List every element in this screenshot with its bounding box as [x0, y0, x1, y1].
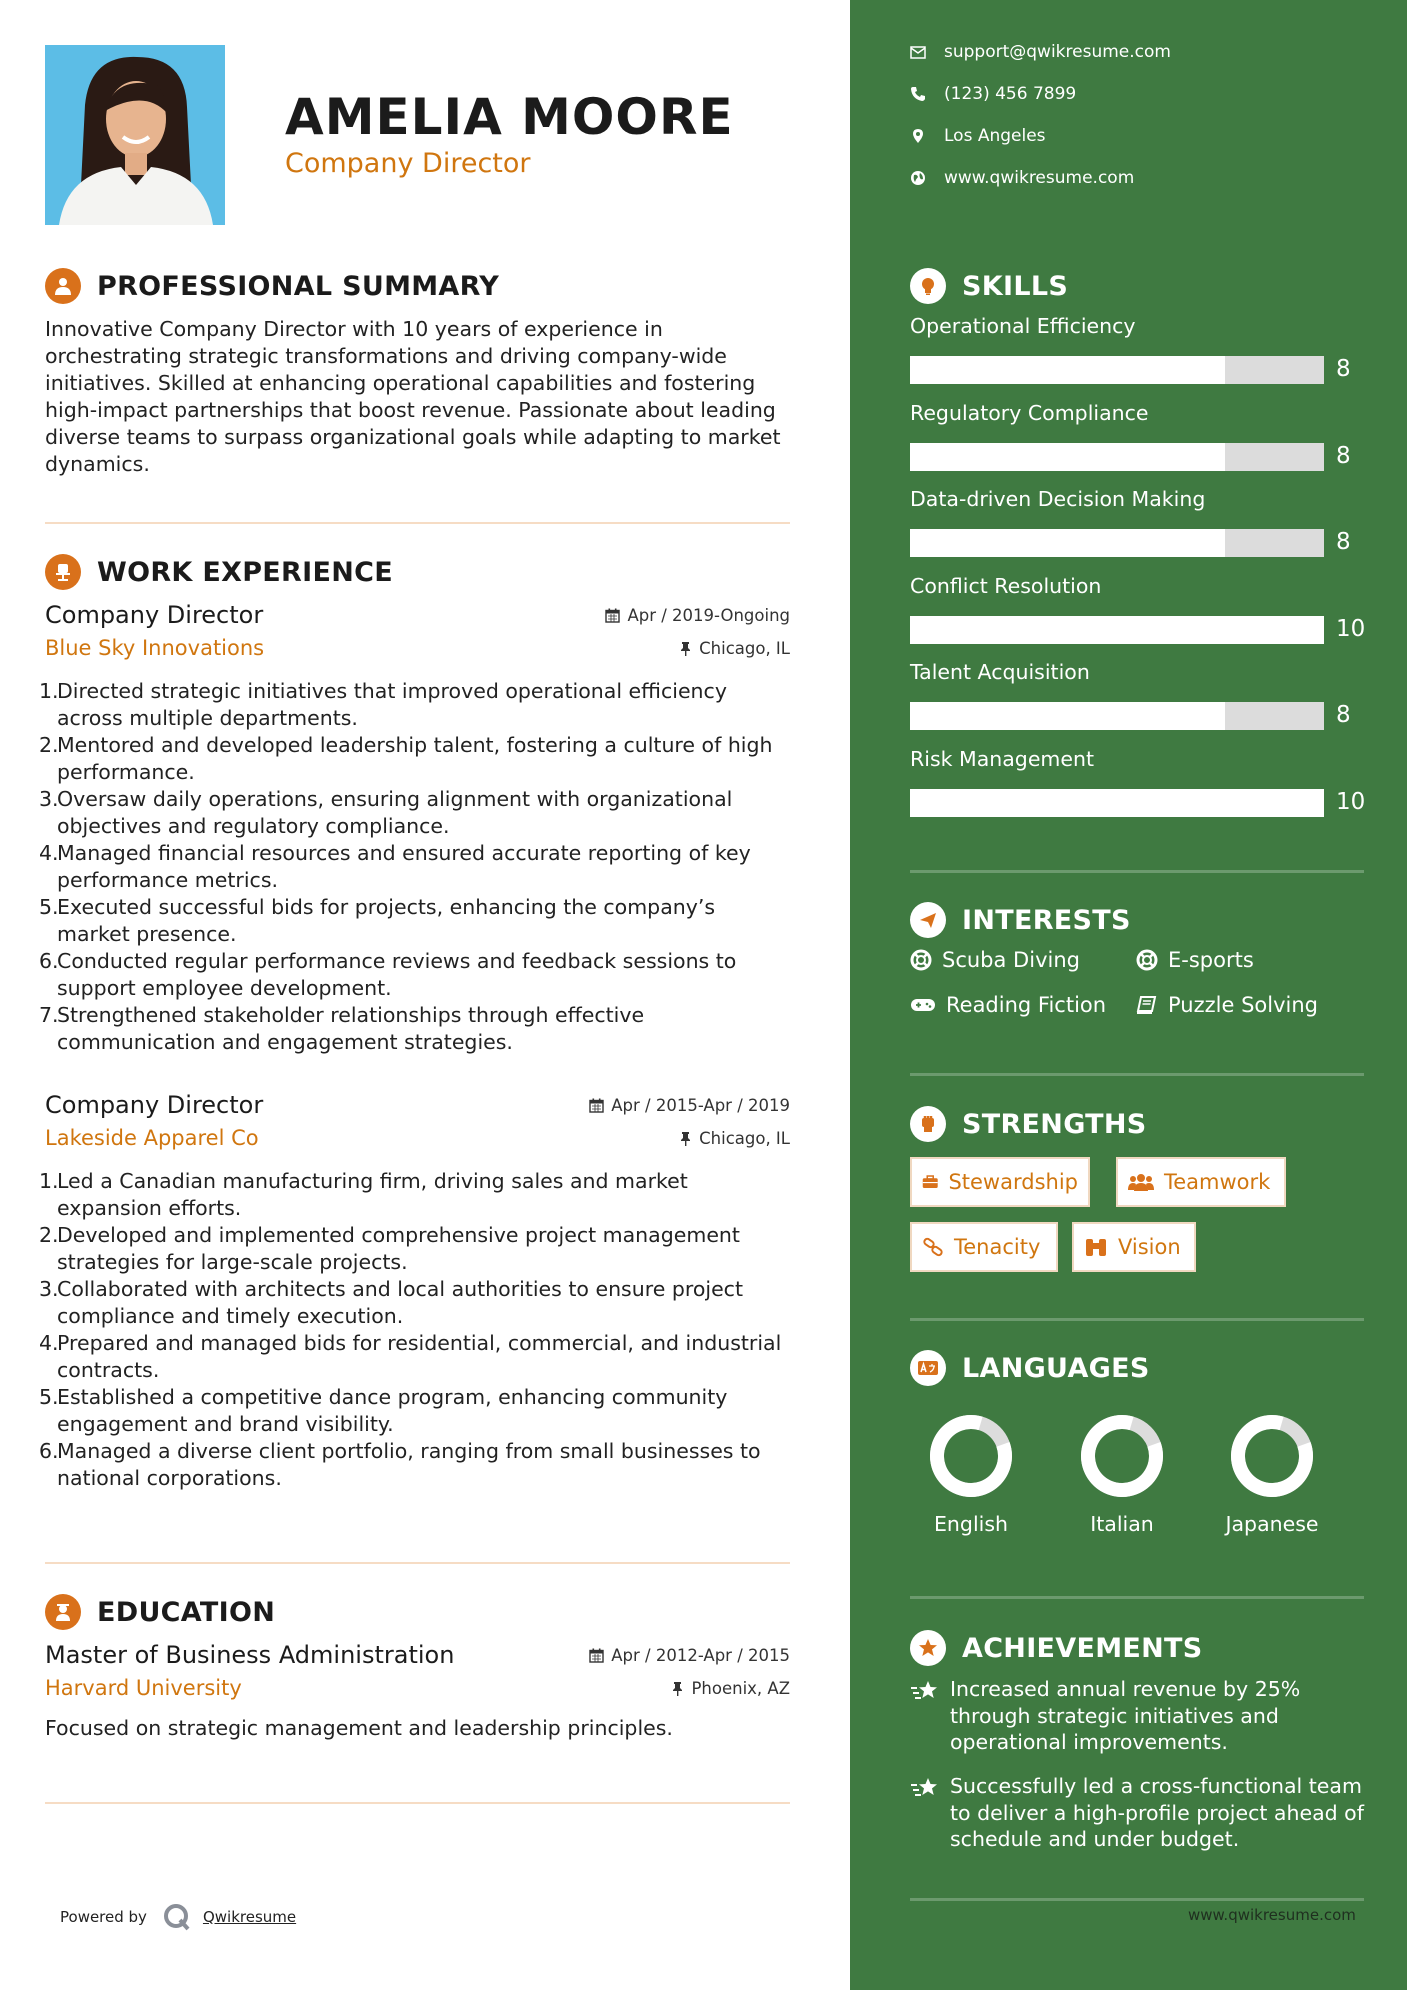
paper-plane-icon — [910, 902, 946, 938]
list-item: 4. Prepared and managed bids for residential, commercial, and industrial contracts. — [39, 1331, 782, 1382]
contact-phone[interactable]: (123) 456 7899 — [910, 84, 1076, 104]
contact-location: Los Angeles — [910, 126, 1046, 146]
skill-item — [910, 400, 1370, 469]
skills-heading: SKILLS — [910, 268, 1068, 304]
job-title: Company Director — [45, 601, 264, 629]
life-ring-icon — [910, 949, 932, 971]
skill-bar-fill — [910, 443, 1225, 471]
binoculars-icon — [1084, 1237, 1108, 1257]
book-icon — [1136, 995, 1158, 1015]
candidate-title: Company Director — [285, 148, 531, 179]
skill-name: Talent Acquisition — [910, 660, 1090, 684]
list-item: 3. Oversaw daily operations, ensuring alignment with organizational objectives and regulatory compliance. — [39, 787, 733, 838]
section-divider — [45, 1802, 790, 1804]
school: Harvard University — [45, 1676, 242, 1700]
language-icon — [910, 1350, 946, 1386]
skill-bar-fill — [910, 702, 1225, 730]
skill-value: 8 — [1336, 442, 1351, 469]
interest-item: E-sports — [1136, 948, 1254, 972]
skill-bar — [910, 616, 1324, 644]
job-company: Lakeside Apparel Co — [45, 1126, 259, 1150]
profile-photo — [45, 45, 225, 225]
skill-name: Risk Management — [910, 746, 1095, 771]
envelope-icon — [910, 46, 926, 59]
donut-fill — [1230, 1414, 1314, 1498]
skill-value: 10 — [1336, 788, 1366, 815]
donut-fill — [1080, 1414, 1164, 1498]
skill-item — [910, 660, 1370, 728]
languages-heading: LANGUAGES — [910, 1350, 1150, 1386]
education-description: Focused on strategic management and leadership principles. — [45, 1716, 673, 1740]
skill-bar — [910, 529, 1324, 557]
pin-icon — [679, 1131, 692, 1146]
list-item: 5. Established a competitive dance program, enhancing community engagement and brand visibility. — [39, 1385, 728, 1436]
briefcase-icon — [922, 1173, 938, 1191]
skill-value: 8 — [1336, 702, 1351, 728]
skill-name: Regulatory Compliance — [910, 400, 1149, 425]
section-divider — [910, 1596, 1364, 1599]
skill-item — [910, 746, 1370, 815]
gamepad-icon — [910, 996, 936, 1014]
language-name: Italian — [1090, 1512, 1154, 1536]
pin-icon — [679, 641, 692, 656]
lightbulb-icon — [910, 268, 946, 304]
job-location: Chicago, IL — [679, 639, 790, 658]
list-item: 1. Directed strategic initiatives that improved operational efficiency across multiple departments. — [39, 679, 727, 730]
language-level-donut — [929, 1414, 1013, 1498]
contact-website[interactable]: www.qwikresume.com — [910, 168, 1134, 188]
language-level-donut — [1080, 1414, 1164, 1498]
candidate-name: AMELIA MOORE — [285, 88, 734, 146]
job-responsibilities — [39, 1168, 790, 1492]
achievements-heading: ACHIEVEMENTS — [910, 1630, 1203, 1666]
contact-email[interactable]: support@qwikresume.com — [910, 42, 1171, 62]
achievement-item: Increased annual revenue by 25% through strategic initiatives and operational improvements. — [910, 1676, 1370, 1756]
qwikresume-logo-icon — [161, 1902, 195, 1932]
skill-value: 10 — [1336, 615, 1366, 642]
fist-icon — [910, 1106, 946, 1142]
section-divider — [910, 1318, 1364, 1321]
life-ring-icon — [1136, 949, 1158, 971]
job-entry — [39, 600, 790, 1056]
list-item: 2. Developed and implemented comprehensive project management strategies for large-scale projects. — [39, 1223, 740, 1274]
interest-item: Puzzle Solving — [1136, 993, 1318, 1017]
skill-item — [910, 487, 1370, 555]
shooting-star-icon — [910, 1775, 940, 1801]
skill-item — [910, 573, 1370, 642]
skill-bar — [910, 356, 1324, 384]
briefcase-chair-icon — [45, 554, 81, 590]
list-item: 4. Managed financial resources and ensured accurate reporting of key performance metrics. — [39, 841, 751, 892]
phone-icon — [910, 86, 926, 102]
language-name: Japanese — [1225, 1512, 1319, 1536]
list-item: 1. Led a Canadian manufacturing firm, driving sales and market expansion efforts. — [39, 1169, 688, 1220]
calendar-icon — [589, 1648, 604, 1663]
section-divider — [910, 870, 1364, 873]
skill-bar-fill — [910, 616, 1324, 644]
user-icon — [45, 268, 81, 304]
map-marker-icon — [910, 128, 926, 144]
job-date: Apr / 2015-Apr / 2019 — [589, 1096, 790, 1115]
interest-item: Scuba Diving — [910, 948, 1080, 972]
job-date: Apr / 2019-Ongoing — [605, 606, 790, 625]
list-item: 6. Managed a diverse client portfolio, ranging from small businesses to national corporations. — [39, 1439, 761, 1490]
skill-bar — [910, 443, 1324, 471]
language-item — [906, 1414, 1036, 1536]
strength-tag: Stewardship — [910, 1157, 1090, 1207]
skill-name: Operational Efficiency — [910, 314, 1136, 338]
pin-icon — [671, 1681, 684, 1696]
skill-bar — [910, 702, 1324, 730]
job-entry — [39, 1090, 790, 1492]
education-entry — [45, 1640, 790, 1740]
section-divider — [910, 1898, 1364, 1901]
skill-item — [910, 314, 1370, 382]
list-item: 6. Conducted regular performance reviews and feedback sessions to support employee development. — [39, 949, 737, 1000]
strength-tag: Tenacity — [910, 1222, 1058, 1272]
donut-fill — [929, 1414, 1013, 1498]
strength-tag: Vision — [1072, 1222, 1196, 1272]
calendar-icon — [589, 1098, 604, 1113]
skill-bar — [910, 789, 1324, 817]
list-item: 3. Collaborated with architects and local authorities to ensure project compliance and timely execution. — [39, 1277, 743, 1328]
list-item: 7. Strengthened stakeholder relationships through effective communication and engagement strategies. — [39, 1003, 645, 1054]
interests-heading: INTERESTS — [910, 902, 1131, 938]
skill-bar-fill — [910, 529, 1225, 557]
footer-url[interactable]: www.qwikresume.com — [1188, 1906, 1356, 1924]
interest-item: Reading Fiction — [910, 993, 1106, 1017]
list-item: 2. Mentored and developed leadership talent, fostering a culture of high performance. — [39, 733, 773, 784]
skill-value: 8 — [1336, 529, 1351, 555]
summary-heading: PROFESSIONAL SUMMARY — [45, 268, 499, 304]
section-divider — [910, 1073, 1364, 1076]
work-heading: WORK EXPERIENCE — [45, 554, 393, 590]
achievement-item: Successfully led a cross-functional team to deliver a high-profile project ahead of schedule and under budget. — [910, 1773, 1370, 1853]
language-name: English — [933, 1512, 1009, 1536]
users-icon — [1128, 1172, 1154, 1192]
powered-by: Powered by Qwikresume — [60, 1902, 296, 1932]
link-icon — [922, 1237, 944, 1257]
education-location: Phoenix, AZ — [671, 1679, 790, 1698]
job-responsibilities — [39, 678, 790, 1056]
education-heading: EDUCATION — [45, 1594, 275, 1630]
education-date: Apr / 2012-Apr / 2015 — [589, 1646, 790, 1665]
shooting-star-icon — [910, 1678, 940, 1704]
section-divider — [45, 522, 790, 524]
language-item — [1207, 1414, 1337, 1536]
language-level-donut — [1230, 1414, 1314, 1498]
language-item — [1057, 1414, 1187, 1536]
calendar-icon — [605, 608, 620, 623]
job-title: Company Director — [45, 1091, 264, 1119]
strengths-heading: STRENGTHS — [910, 1106, 1147, 1142]
star-badge-icon — [910, 1630, 946, 1666]
list-item: 5. Executed successful bids for projects, enhancing the company’s market presence. — [39, 895, 716, 946]
job-company: Blue Sky Innovations — [45, 636, 265, 660]
skill-bar-fill — [910, 789, 1324, 817]
skill-value: 8 — [1336, 356, 1351, 382]
skill-name: Data-driven Decision Making — [910, 487, 1206, 511]
qwikresume-link[interactable]: Qwikresume — [202, 1908, 297, 1926]
skill-bar-fill — [910, 356, 1225, 384]
section-divider — [45, 1562, 790, 1564]
globe-icon — [910, 170, 926, 186]
degree: Master of Business Administration — [45, 1641, 455, 1669]
strength-tag: Teamwork — [1116, 1157, 1286, 1207]
summary-text: Innovative Company Director with 10 years of experience in orchestrating strategic transformations and driving company-wide initiatives. Skilled at enhancing operational capabilities and fostering high-impact partnerships that boost revenue. Passionate about leading diverse teams to surpass organizational goals while adapting to market dynamics. — [45, 317, 781, 476]
graduate-icon — [45, 1594, 81, 1630]
job-location: Chicago, IL — [679, 1129, 790, 1148]
skill-name: Conflict Resolution — [910, 573, 1102, 598]
